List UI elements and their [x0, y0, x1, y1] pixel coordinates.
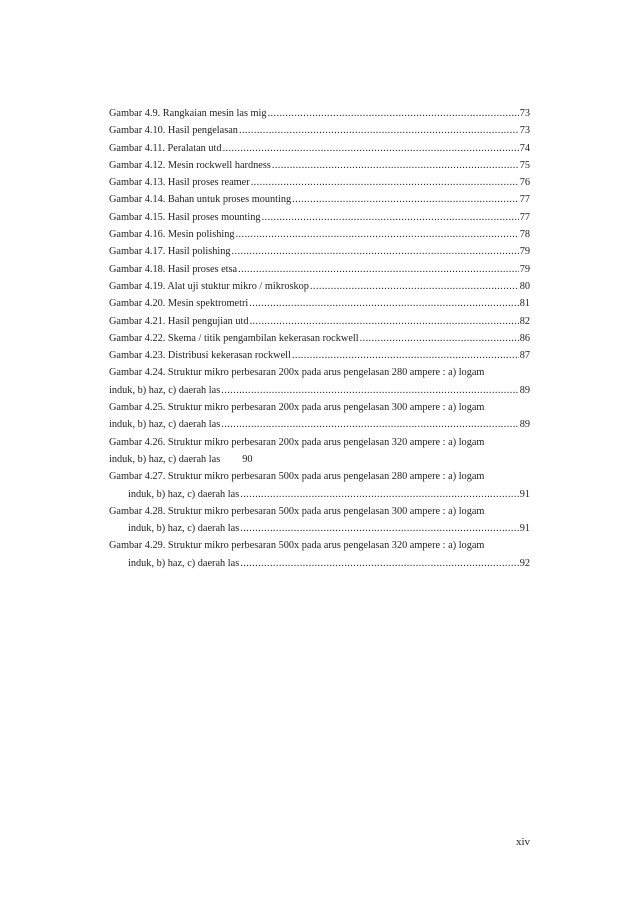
toc-entry-page: 91: [519, 488, 530, 500]
toc-entry-title: Gambar 4.11. Peralatan utd: [109, 142, 222, 154]
toc-entry: [109, 226, 530, 243]
toc-entry-first-line: [109, 468, 530, 485]
toc-entry-title: Gambar 4.27. Struktur mikro perbesaran 500x pada arus pengelasan 280 ampere : a) logam: [109, 471, 485, 483]
toc-entry: [109, 105, 530, 122]
toc-entry-page: 90: [242, 453, 253, 465]
toc-entry: [109, 347, 530, 364]
toc-entry-title: Gambar 4.16. Mesin polishing: [109, 229, 235, 241]
toc-entry-title: Gambar 4.13. Hasil proses reamer: [109, 177, 250, 189]
toc-entry-page: 80: [519, 280, 530, 292]
dot-leader: [249, 295, 518, 312]
toc-entry-page: 78: [519, 229, 530, 241]
toc-entry-title: Gambar 4.28. Struktur mikro perbesaran 500x pada arus pengelasan 300 ampere : a) logam: [109, 505, 485, 517]
dot-leader: [268, 105, 519, 122]
toc-entry-page: 74: [519, 142, 530, 154]
toc-entry-page: 75: [519, 159, 530, 171]
toc-entry-title: Gambar 4.19. Alat uji stuktur mikro / mikroskop: [109, 280, 309, 292]
dot-leader: [240, 486, 518, 503]
toc-entry-title: Gambar 4.18. Hasil proses etsa: [109, 263, 238, 275]
toc-entry: [109, 313, 530, 330]
toc-entry: [109, 209, 530, 226]
toc-entry: [109, 261, 530, 278]
dot-leader: [239, 122, 519, 139]
toc-entry-page: 79: [519, 263, 530, 275]
toc-entry-title-cont: induk, b) haz, c) daerah las: [128, 523, 240, 535]
toc-entry-first-line: [109, 364, 530, 381]
dot-leader: [251, 174, 519, 191]
toc-entry-second-line: [109, 382, 530, 399]
toc-entry-title: Gambar 4.24. Struktur mikro perbesaran 200x pada arus pengelasan 280 ampere : a) logam: [109, 367, 485, 379]
toc-entry-title: Gambar 4.22. Skema / titik pengambilan kekerasan rockwell: [109, 332, 359, 344]
toc-entry-page: 86: [519, 332, 530, 344]
toc-entry: [109, 295, 530, 312]
toc-entry-page: 73: [519, 125, 530, 137]
dot-leader: [262, 209, 519, 226]
toc-entry: [109, 157, 530, 174]
toc-entry-title-cont: induk, b) haz, c) daerah las: [109, 419, 221, 431]
dot-leader: [240, 520, 518, 537]
toc-entry-title: Gambar 4.17. Hasil polishing: [109, 246, 231, 258]
toc-entry-title-cont: induk, b) haz, c) daerah las: [128, 557, 240, 569]
toc-entry-page: 77: [519, 194, 530, 206]
toc-entry-title: Gambar 4.21. Hasil pengujian utd: [109, 315, 249, 327]
toc-entry-page: 82: [519, 315, 530, 327]
list-of-figures: [109, 105, 530, 572]
toc-entry-first-line: [109, 537, 530, 554]
dot-leader: [272, 157, 519, 174]
toc-entry-title: Gambar 4.10. Hasil pengelasan: [109, 125, 238, 137]
toc-entry-second-line: [109, 451, 530, 468]
toc-entry-title: Gambar 4.26. Struktur mikro perbesaran 200x pada arus pengelasan 320 ampere : a) logam: [109, 436, 485, 448]
toc-entry-title: Gambar 4.20. Mesin spektrometri: [109, 298, 249, 310]
toc-entry-first-line: [109, 503, 530, 520]
toc-entry-second-line: [109, 555, 530, 572]
toc-entry-title: Gambar 4.23. Distribusi kekerasan rockwell: [109, 350, 291, 362]
toc-entry-title-cont: induk, b) haz, c) daerah las: [109, 384, 221, 396]
toc-entry-title: Gambar 4.25. Struktur mikro perbesaran 200x pada arus pengelasan 300 ampere : a) logam: [109, 402, 485, 414]
toc-entry-title: Gambar 4.9. Rangkaian mesin las mig: [109, 108, 267, 119]
toc-entry-page: 89: [519, 384, 530, 396]
toc-entry: [109, 243, 530, 260]
toc-entry-second-line: [109, 520, 530, 537]
dot-leader: [221, 416, 518, 433]
toc-entry-page: 77: [519, 211, 530, 223]
dot-leader: [292, 347, 519, 364]
dot-leader: [223, 140, 519, 157]
toc-entry-first-line: [109, 434, 530, 451]
toc-entry-title-cont: induk, b) haz, c) daerah las: [128, 488, 240, 500]
toc-entry: [109, 191, 530, 208]
toc-entry-page: 89: [519, 419, 530, 431]
toc-entry-page: 87: [519, 350, 530, 362]
toc-entry: [109, 140, 530, 157]
toc-entry-second-line: [109, 486, 530, 503]
dot-leader: [236, 226, 519, 243]
dot-leader: [240, 555, 518, 572]
dot-leader: [292, 191, 519, 208]
toc-entry-page: 81: [519, 298, 530, 310]
toc-entry-first-line: [109, 399, 530, 416]
toc-entry-title: Gambar 4.12. Mesin rockwell hardness: [109, 159, 271, 171]
toc-entry-page: 91: [519, 523, 530, 535]
toc-entry: [109, 278, 530, 295]
toc-entry-title-cont: induk, b) haz, c) daerah las: [109, 453, 221, 465]
toc-entry-page: 73: [519, 108, 530, 119]
toc-entry-page: 79: [519, 246, 530, 258]
toc-entry-second-line: [109, 416, 530, 433]
dot-leader: [310, 278, 519, 295]
dot-leader: [250, 313, 519, 330]
toc-entry-title: Gambar 4.14. Bahan untuk proses mounting: [109, 194, 292, 206]
toc-entry-page: 76: [519, 177, 530, 189]
toc-entry: [109, 330, 530, 347]
dot-leader: [360, 330, 519, 347]
toc-entry: [109, 174, 530, 191]
dot-leader: [221, 382, 518, 399]
dot-leader: [238, 261, 519, 278]
page-number: xiv: [515, 836, 530, 848]
toc-entry-page: 92: [519, 557, 530, 569]
toc-entry-title: Gambar 4.15. Hasil proses mounting: [109, 211, 261, 223]
toc-entry-title: Gambar 4.29. Struktur mikro perbesaran 500x pada arus pengelasan 320 ampere : a) logam: [109, 540, 485, 552]
dot-leader: [232, 243, 519, 260]
toc-entry: [109, 122, 530, 139]
